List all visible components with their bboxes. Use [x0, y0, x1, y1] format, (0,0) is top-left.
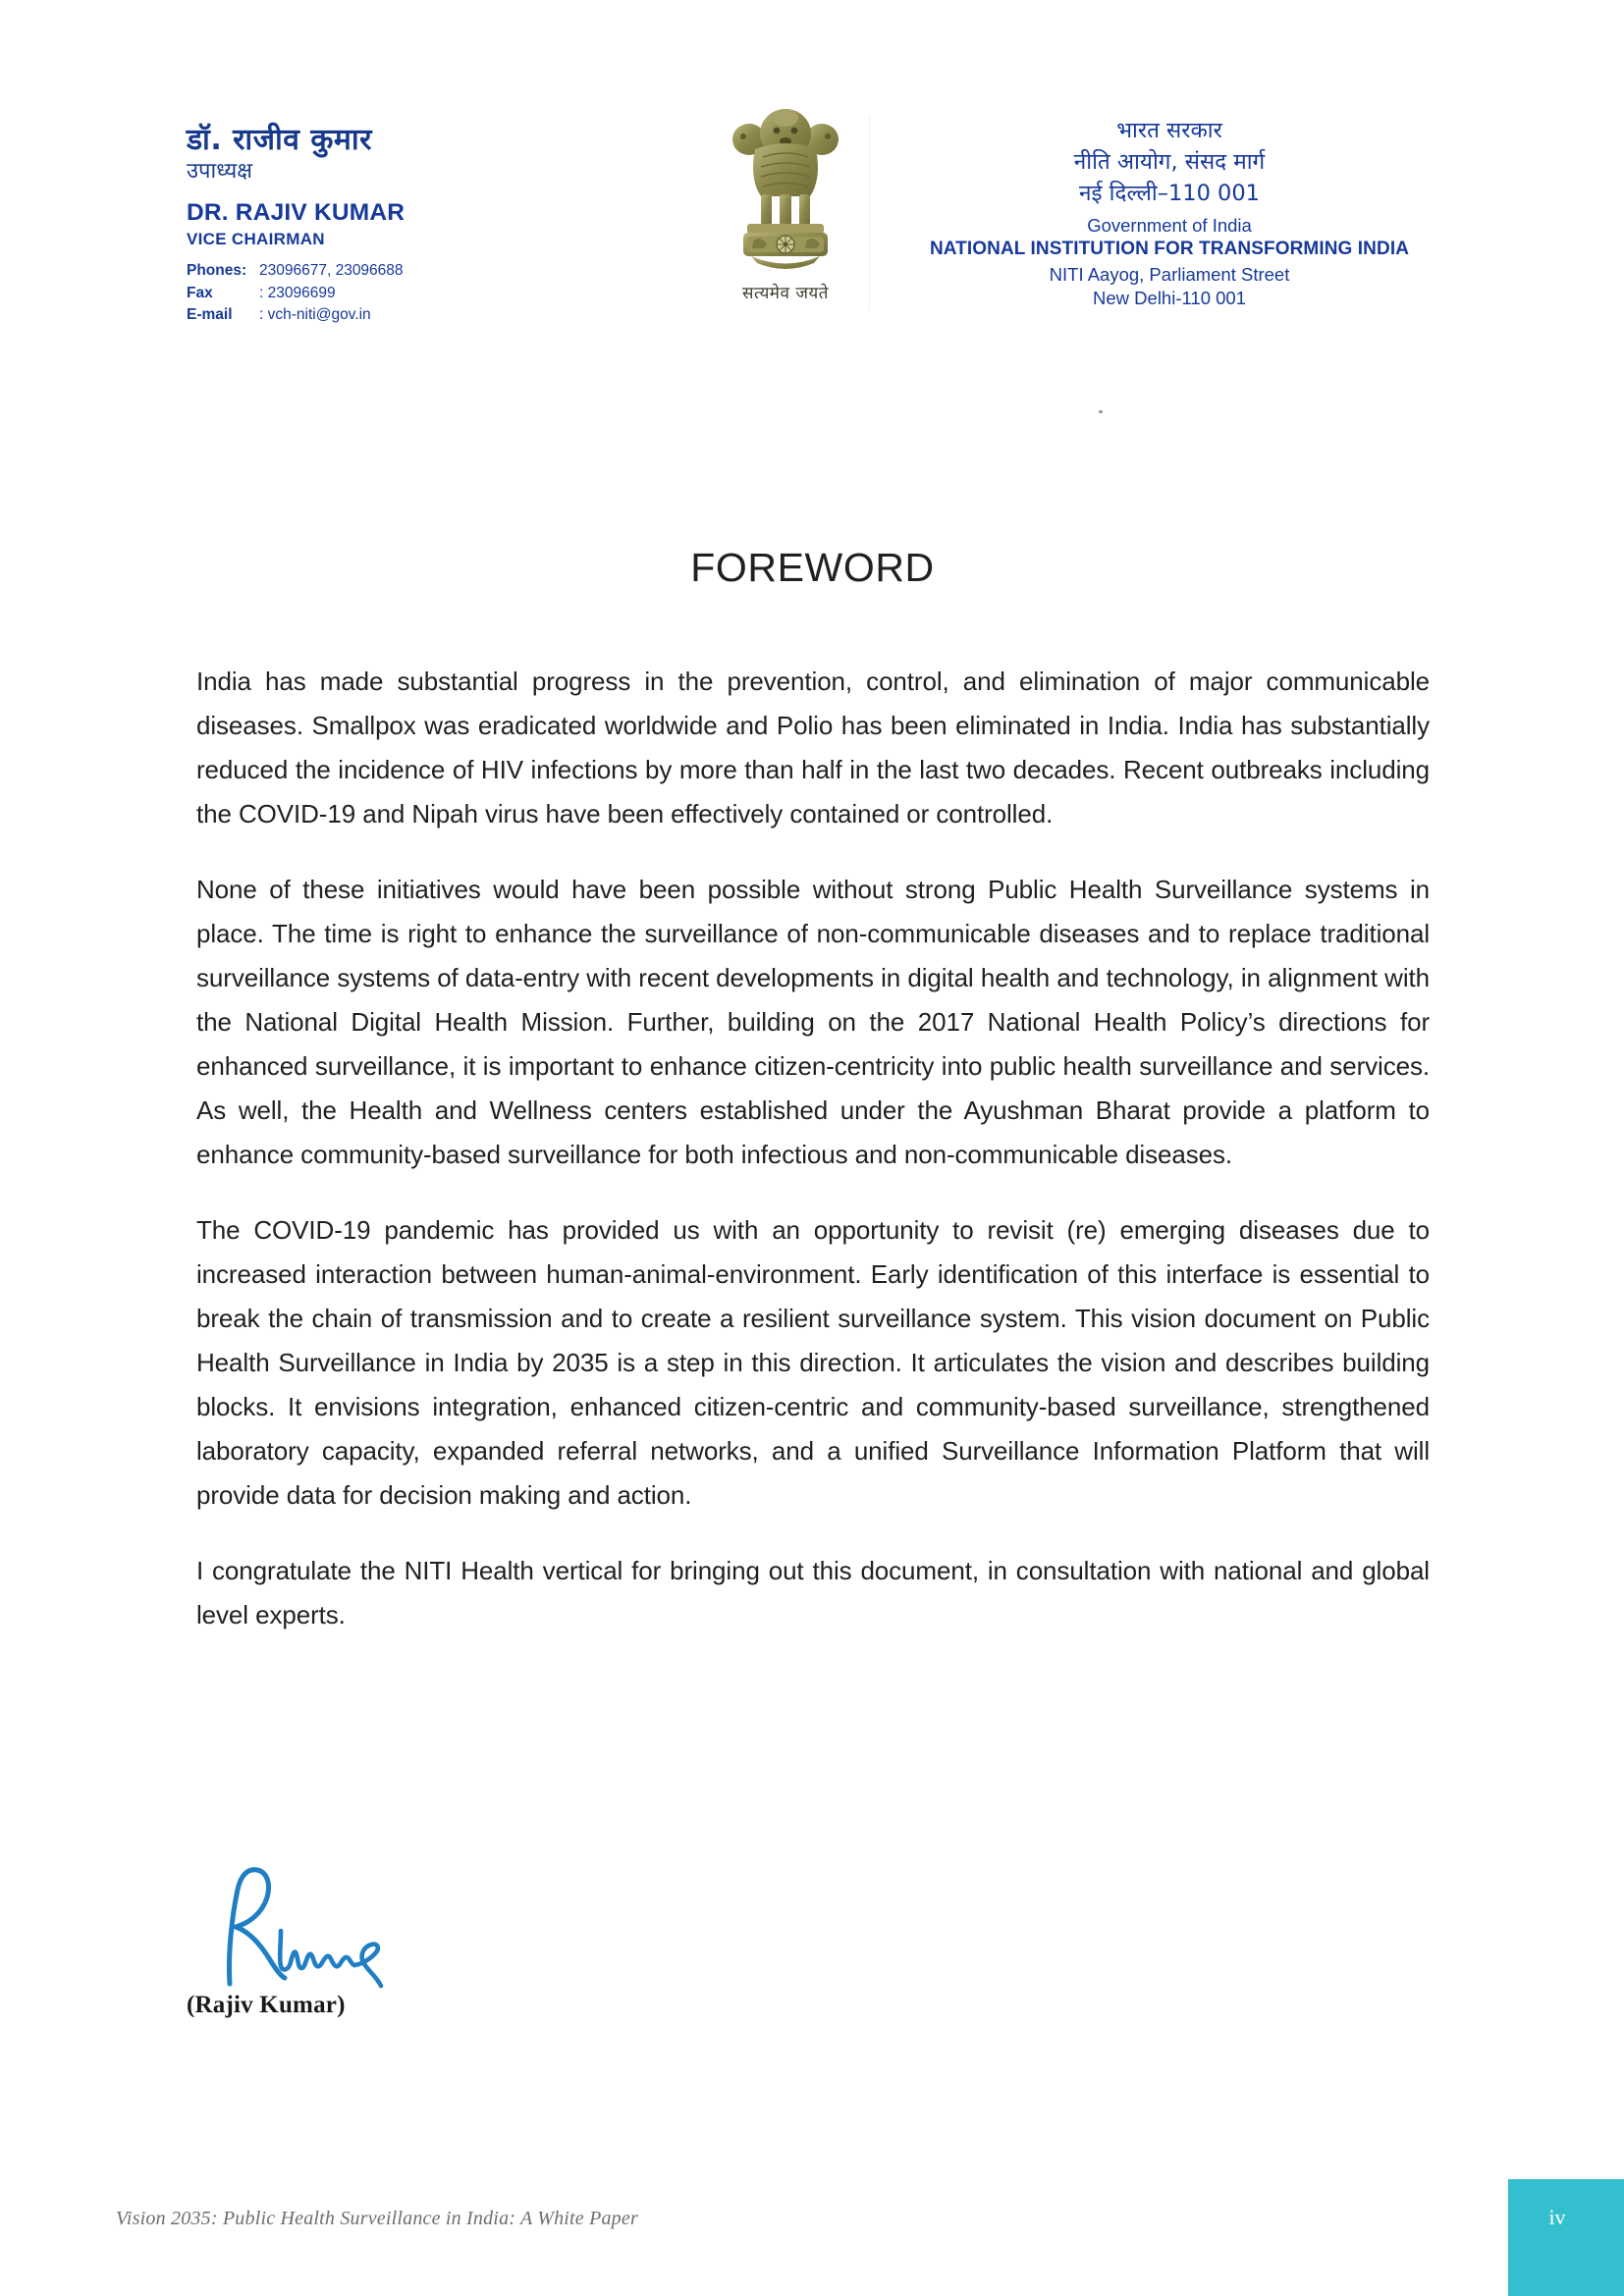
- footer-divider: [116, 2191, 1510, 2192]
- org-street-line: NITI Aayog, Parliament Street: [1049, 263, 1290, 285]
- sender-name-hindi: डॉ. राजीव कुमार: [187, 123, 372, 157]
- paragraph: The COVID-19 pandemic has provided us with an opportunity to revisit (re) emerging diseases due to increased interaction between human-animal-environment. Early identification of this interface is essential to break the chain of transmission and to create a resilient surveillance system. This vision document on Public Health Surveillance in India by 2035 is a step in this direction. It articulates the vision and describes building blocks. It envisions integration, enhanced citizen-centric and community-based surveillance, strengthened laboratory capacity, expanded referral networks, and a unified Surveillance Information Platform that will provide data for decision making and action.: [196, 1215, 1430, 1510]
- email-line: [187, 304, 511, 326]
- sender-name: DR. RAJIV KUMAR: [187, 199, 406, 227]
- sender-designation: VICE CHAIRMAN: [187, 230, 325, 249]
- org-city-line: New Delhi-110 001: [1093, 288, 1246, 309]
- fax-value: : 23096699: [259, 284, 336, 301]
- phones-line: [187, 260, 511, 282]
- page-number-badge: [1508, 2179, 1624, 2296]
- phones-value: 23096677, 23096688: [259, 262, 404, 280]
- sender-contact-details: [187, 260, 511, 326]
- fax-label: Fax: [187, 284, 213, 301]
- letterhead-sender-block: [187, 123, 511, 327]
- signature-block: [187, 1860, 599, 2019]
- emblem-motto-text: सत्यमेव जयते: [742, 284, 829, 303]
- page-number: iv: [1548, 2205, 1566, 2229]
- email-value: : vch-niti@gov.in: [259, 306, 371, 324]
- letterhead: [0, 0, 1624, 393]
- national-emblem-block: [687, 98, 884, 344]
- ashoka-lion-capital-icon: [712, 98, 859, 285]
- fax-line: [187, 283, 511, 304]
- footer-document-title: Vision 2035: Public Health Surveillance in India: A White Paper: [116, 2208, 638, 2229]
- email-label: E-mail: [187, 306, 233, 324]
- paragraph: India has made substantial progress in the prevention, control, and elimination of major communicable diseases. Smallpox was eradicated worldwide and Polio has been eliminated in India. India has substantially reduced the incidence of HIV infections by more than half in the last two decades. Recent outbreaks including the COVID-19 and Nipah virus have been effectively contained or controlled.: [196, 667, 1430, 828]
- handwritten-signature-icon: [187, 1860, 481, 1998]
- org-hindi-line-1: भारत सरकार: [1116, 118, 1222, 143]
- foreword-body: [196, 660, 1430, 1637]
- scan-artifact-dot: [1099, 410, 1103, 413]
- signer-name: (Rajiv Kumar): [187, 1992, 346, 2018]
- paragraph: None of these initiatives would have been possible without strong Public Health Surveillance systems in place. The time is right to enhance the surveillance of non-communicable diseases and to replace traditional surveillance systems of data-entry with recent developments in digital health and technology, in alignment with the National Digital Health Mission. Further, building on the 2017 National Health Policy’s directions for enhanced surveillance, it is important to enhance citizen-centricity into public health surveillance and services. As well, the Health and Wellness centers established under the Ayushman Bharat provide a platform to enhance community-based surveillance for both infectious and non-communicable diseases.: [196, 875, 1430, 1169]
- org-hindi-line-2: नीति आयोग, संसद मार्ग: [1073, 148, 1266, 175]
- page-title: FOREWORD: [690, 545, 935, 590]
- org-institution-line: NATIONAL INSTITUTION FOR TRANSFORMING INDIA: [929, 239, 1410, 260]
- letterhead-organisation-block: [869, 116, 1469, 310]
- org-hindi-line-3: नई दिल्ली–110 001: [1079, 180, 1260, 206]
- paragraph: I congratulate the NITI Health vertical for bringing out this document, in consultation with national and global level experts.: [196, 1556, 1430, 1629]
- phones-label: Phones:: [187, 262, 247, 280]
- org-country-line: Government of India: [1087, 214, 1252, 236]
- sender-designation-hindi: उपाध्यक्ष: [187, 159, 253, 185]
